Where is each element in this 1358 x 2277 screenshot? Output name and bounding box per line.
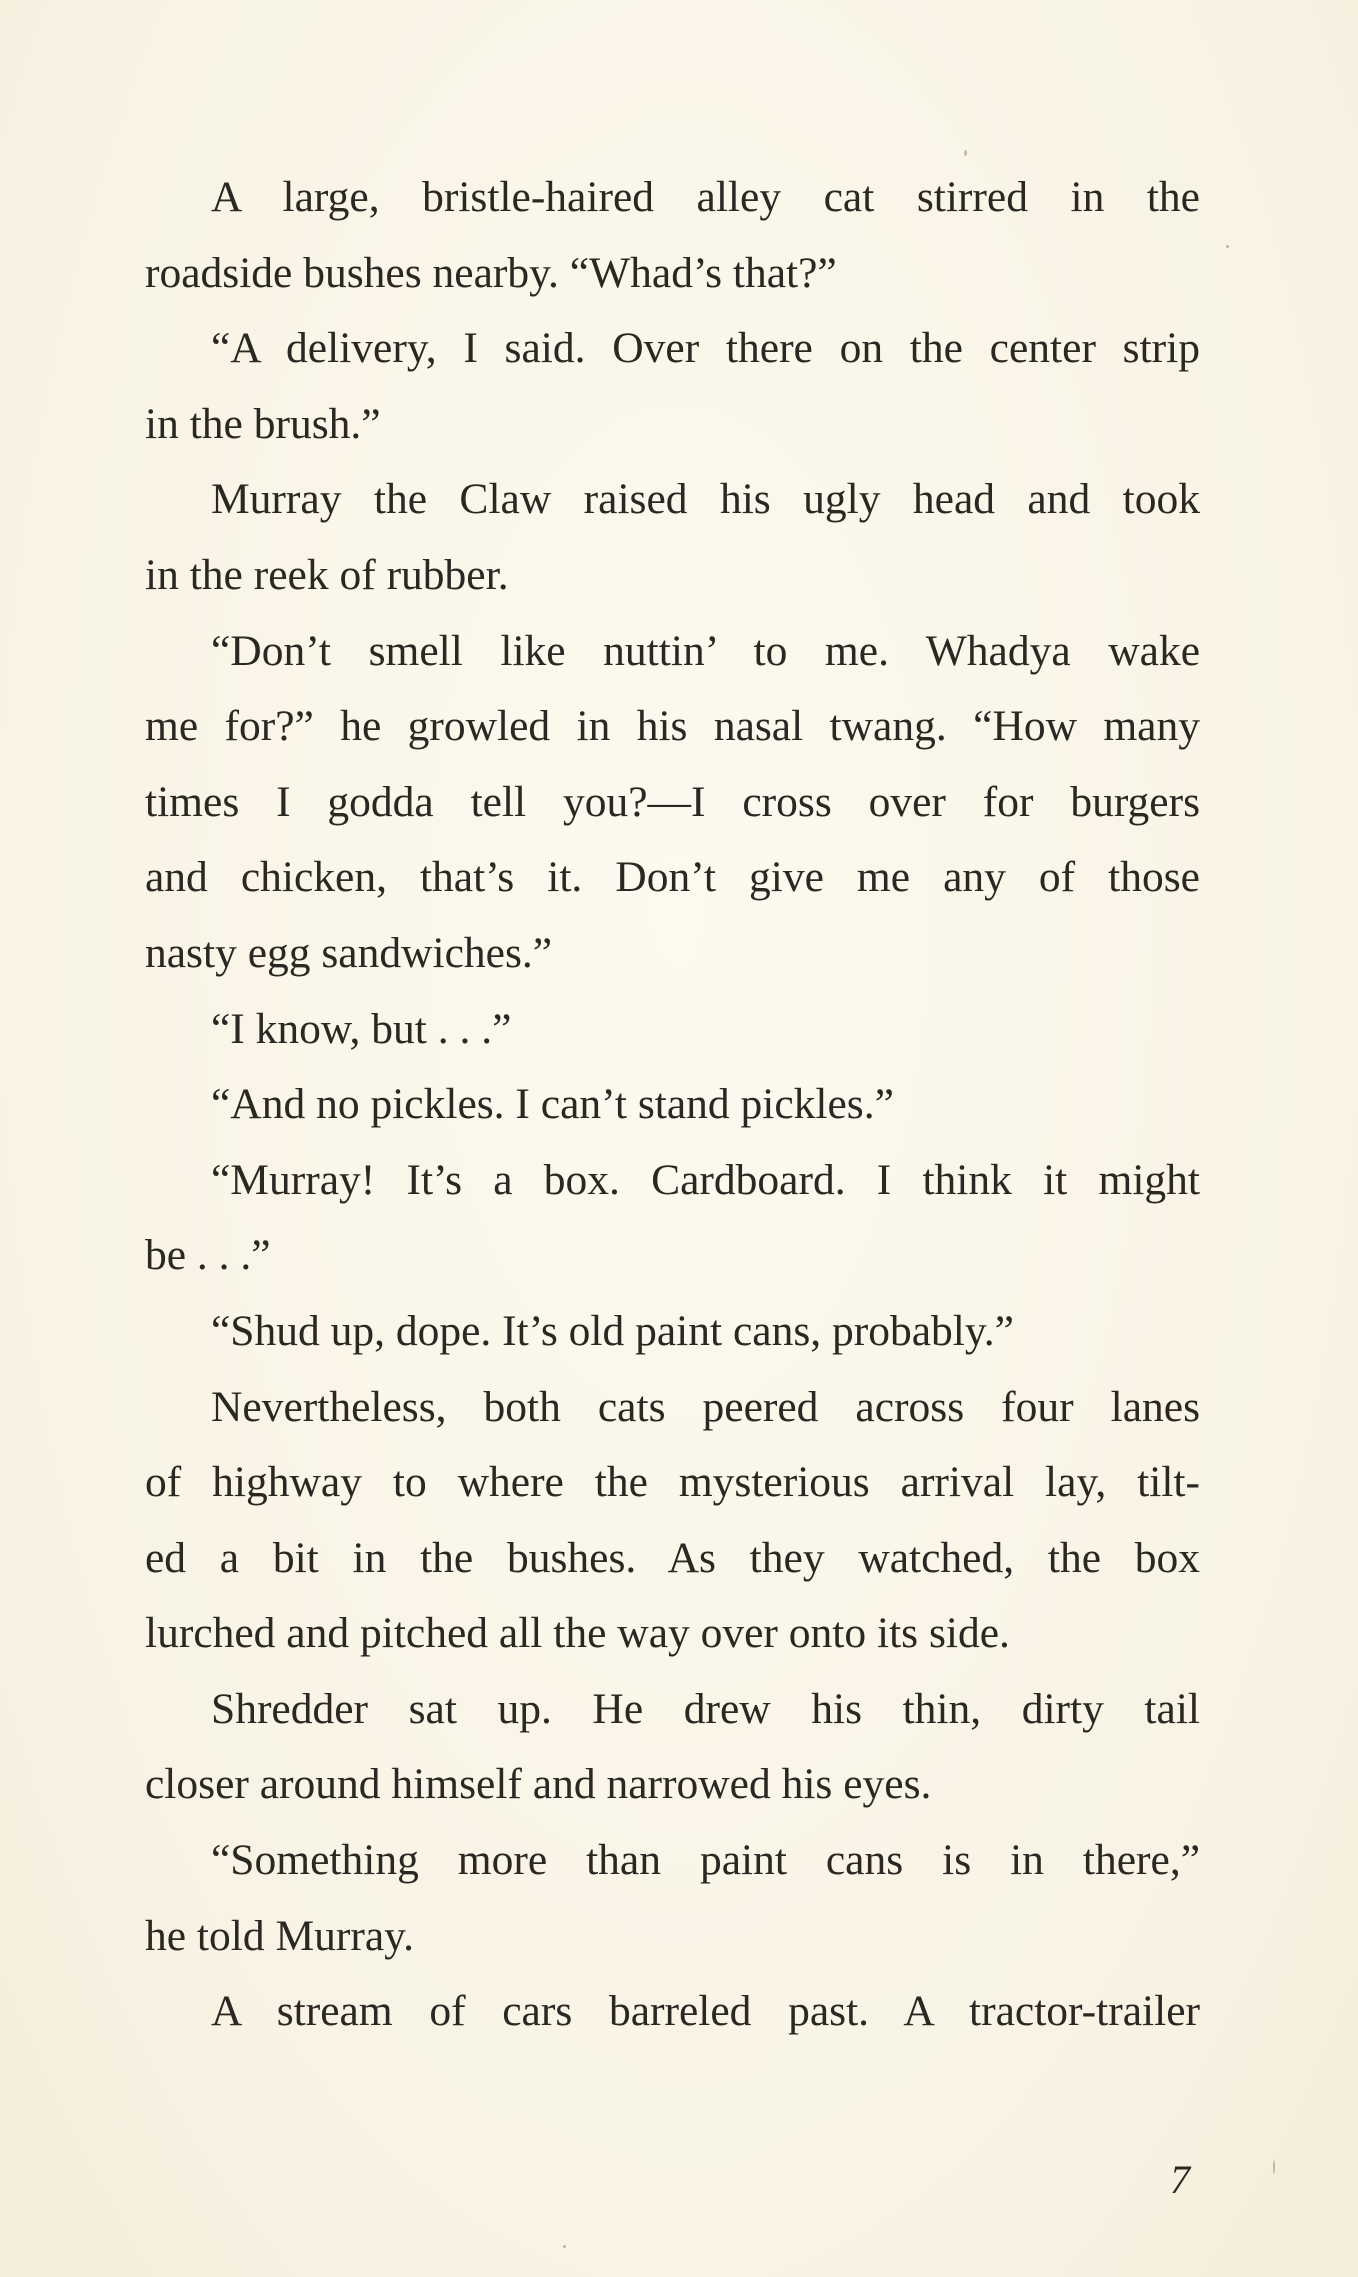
text-line: ed a bit in the bushes. As they watched, the box	[145, 1533, 1200, 1582]
paper-speck	[1226, 245, 1229, 248]
text-line: in the reek of rubber.	[145, 550, 509, 599]
text-line: he told Murray.	[145, 1911, 414, 1960]
text-line: times I godda tell you?—I cross over for burgers	[145, 777, 1200, 826]
paper-speck	[563, 2245, 566, 2248]
text-line: “Don’t smell like nuttin’ to me. Whadya wake	[211, 626, 1200, 675]
text-line: Nevertheless, both cats peered across four lanes	[211, 1382, 1200, 1431]
book-page	[145, 0, 1200, 2277]
text-line: “And no pickles. I can’t stand pickles.”	[211, 1080, 894, 1129]
text-line: be . . .”	[145, 1231, 271, 1280]
text-line: lurched and pitched all the way over onto its side.	[145, 1609, 1010, 1658]
text-line: Shredder sat up. He drew his thin, dirty tail	[211, 1684, 1200, 1733]
text-line: in the brush.”	[145, 399, 381, 448]
text-line: “A delivery, I said. Over there on the center strip	[211, 324, 1200, 373]
text-line: “I know, but . . .”	[211, 1004, 512, 1053]
text-line: A large, bristle-haired alley cat stirred in the	[211, 173, 1200, 221]
text-line: me for?” he growled in his nasal twang. “How many	[145, 702, 1200, 751]
paper-speck	[964, 150, 967, 156]
paper-speck	[1273, 2160, 1275, 2174]
body-text	[145, 160, 1200, 2050]
text-line: and chicken, that’s it. Don’t give me any of those	[145, 853, 1200, 902]
text-line: A stream of cars barreled past. A tractor-trailer	[211, 1987, 1200, 2036]
text-line: “Murray! It’s a box. Cardboard. I think it might	[211, 1155, 1200, 1204]
text-line: Murray the Claw raised his ugly head and took	[211, 475, 1200, 524]
page-number: 7	[1170, 2157, 1190, 2202]
text-line: roadside bushes nearby. “Whad’s that?”	[145, 248, 837, 297]
text-line: “Shud up, dope. It’s old paint cans, probably.”	[211, 1306, 1014, 1355]
text-line: nasty egg sandwiches.”	[145, 928, 553, 977]
text-line: “Something more than paint cans is in there,”	[211, 1836, 1200, 1885]
text-line: of highway to where the mysterious arrival lay, tilt-	[145, 1458, 1200, 1507]
text-line: closer around himself and narrowed his eyes.	[145, 1760, 932, 1809]
